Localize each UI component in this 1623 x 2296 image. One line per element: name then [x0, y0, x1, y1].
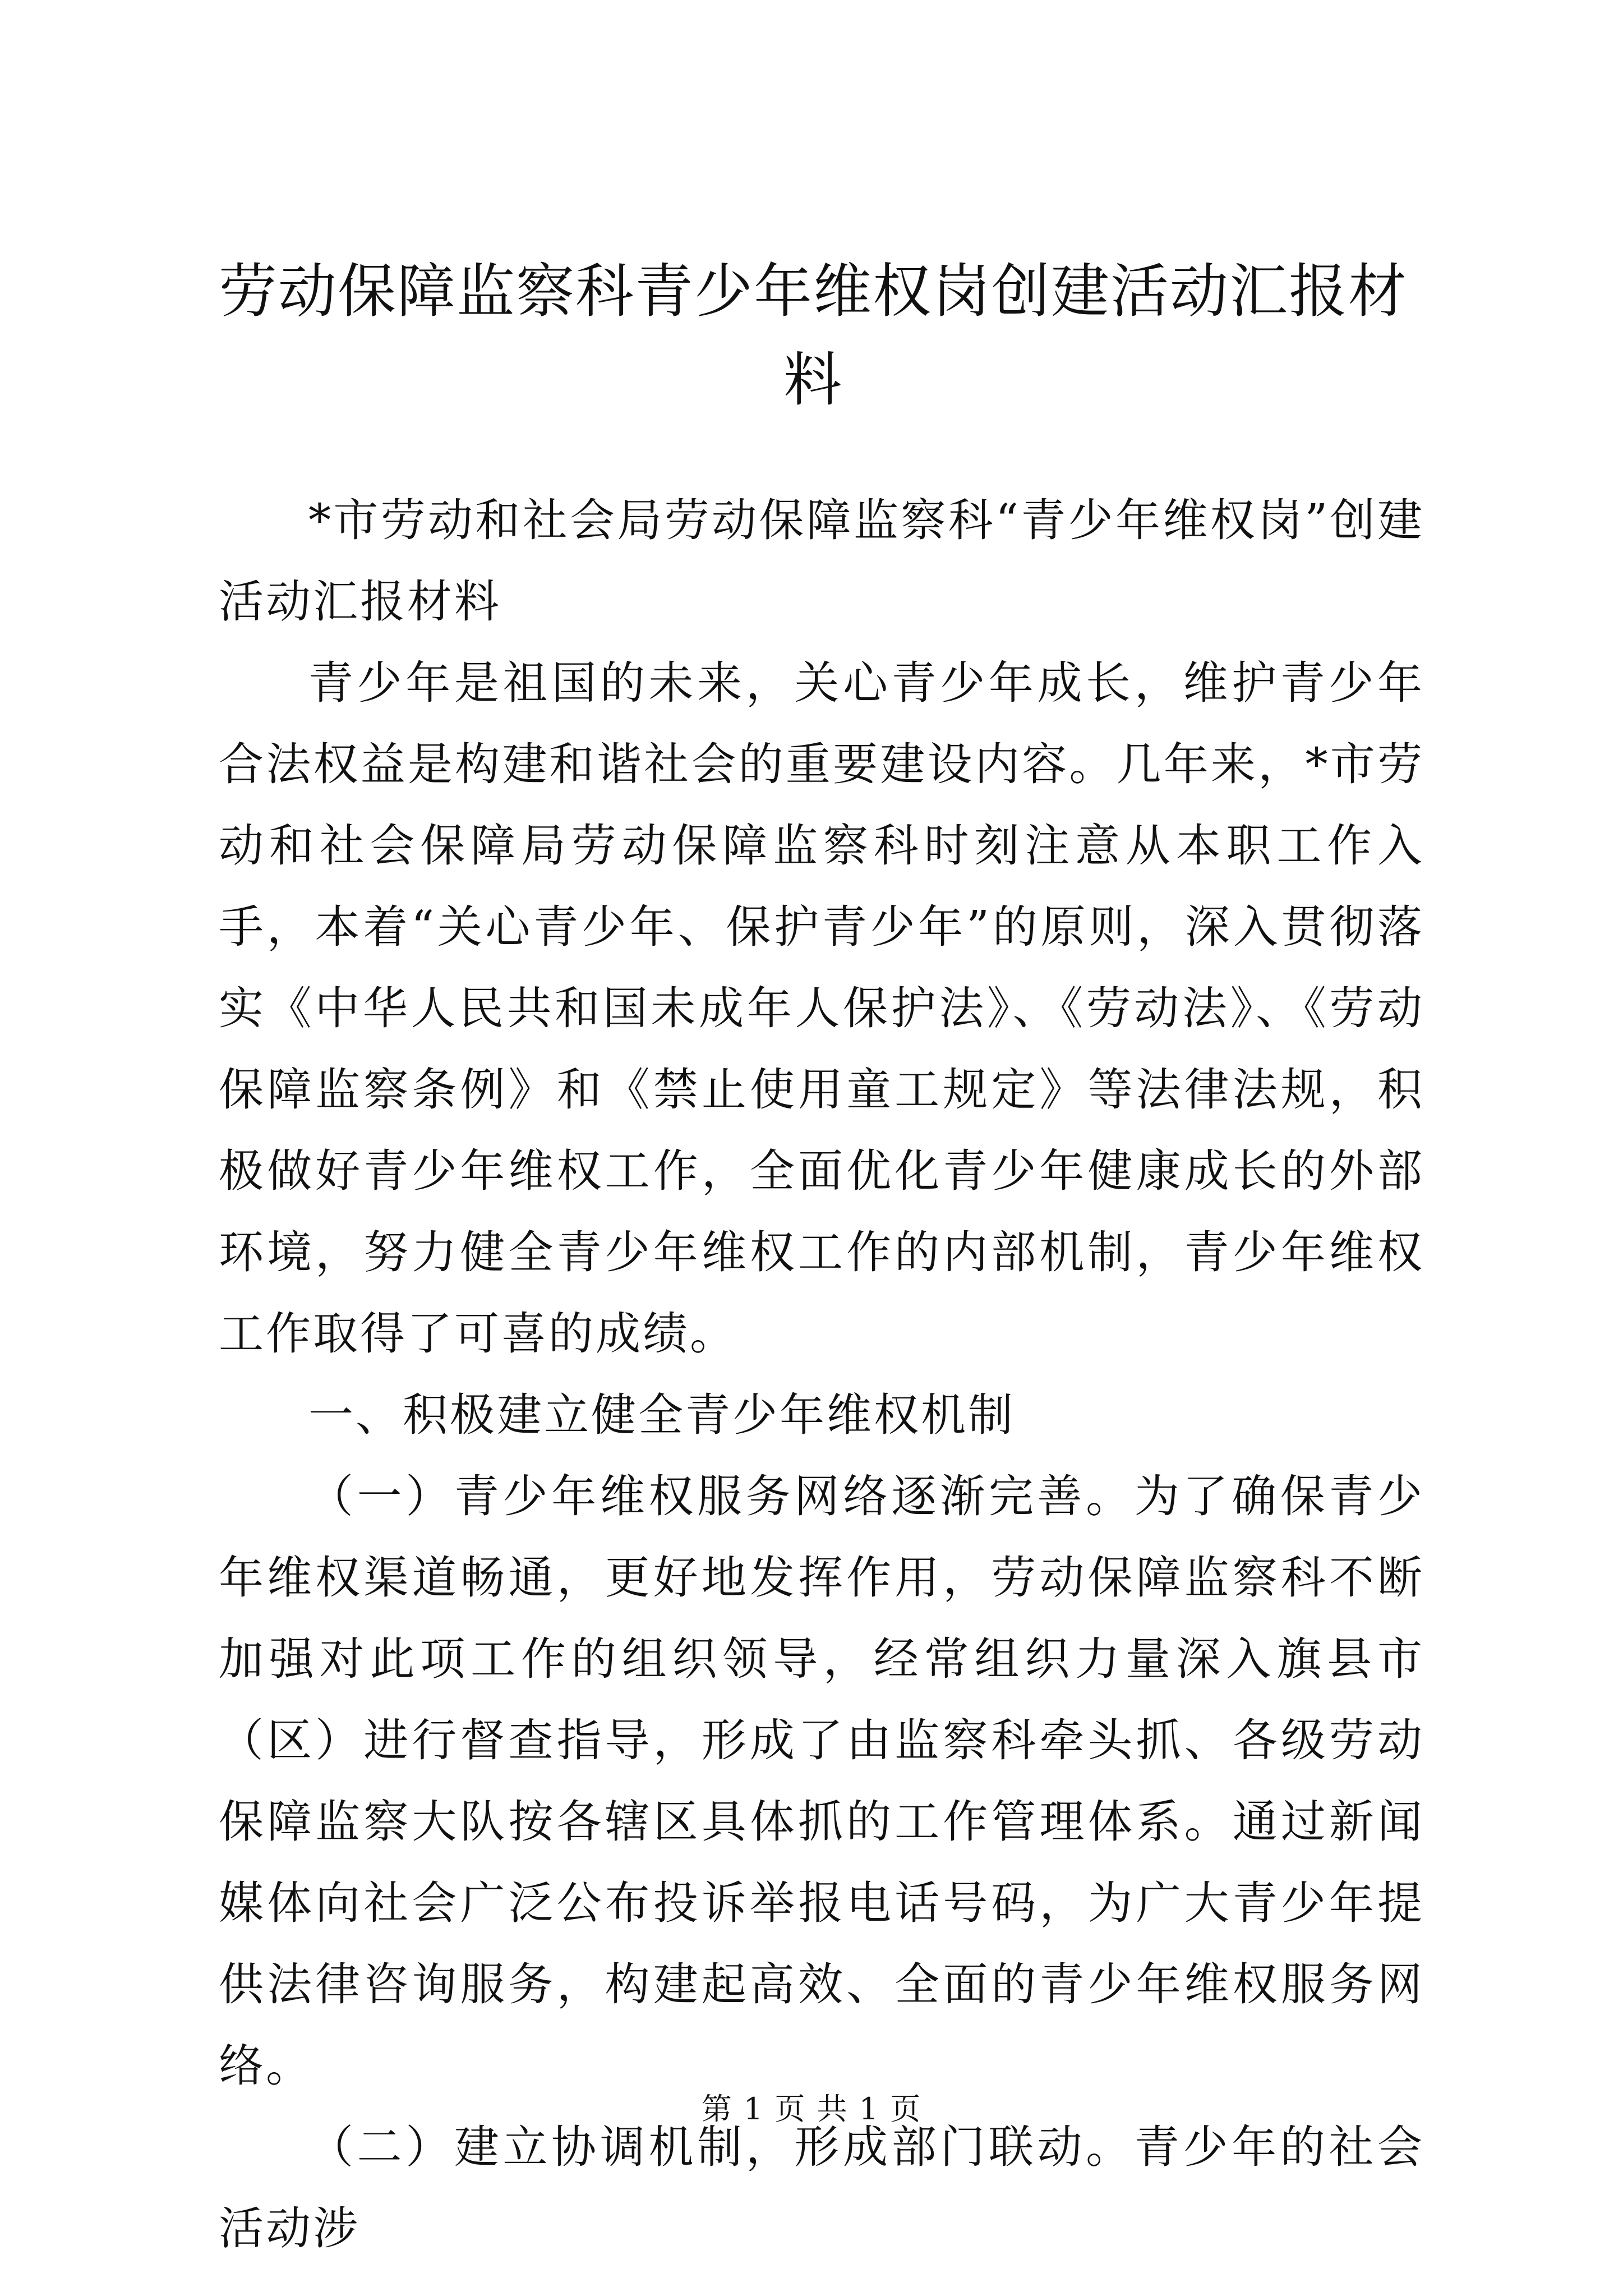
page-footer: 第 1 页 共 1 页 [701, 2091, 922, 2127]
document-title: 劳动保障监察科青少年维权岗创建活动汇报材料 [218, 257, 1408, 414]
paragraph-coordination: （二）建立协调机制，形成部门联动。青少年的社会活动涉 [219, 2121, 1424, 2254]
paragraph-intro: 青少年是祖国的未来，关心青少年成长，维护青少年合法权益是构建和谐社会的重要建设内容。几年来，*市劳动和社会保障局劳动保障监察科时刻注意从本职工作入手，本着“关心青少年、保护青少年”的原则，深入贯彻落实《中华人民共和国未成年人保护法》、《劳动法》、《劳动保障监察条例》和《禁止使用童工规定》等法律法规，积极做好青少年维权工作，全面优化青少年健康成长的外部环境，努力健全青少年维权工作的内部机制，青少年维权工作取得了可喜的成绩。 [219, 657, 1424, 1360]
document-subtitle: *市劳动和社会局劳动保障监察科“青少年维权岗”创建活动汇报材料 [219, 494, 1424, 628]
paragraph-service-network: （一）青少年维权服务网络逐渐完善。为了确保青少年维权渠道畅通，更好地发挥作用，劳动保障监察科不断加强对此项工作的组织领导，经常组织力量深入旗县市（区）进行督查指导，形成了由监察科牵头抓、各级劳动保障监察大队按各辖区具体抓的工作管理体系。通过新闻媒体向社会广泛公布投诉举报电话号码，为广大青少年提供法律咨询服务，构建起高效、全面的青少年维权服务网络。 [219, 1470, 1424, 2092]
document-body [219, 480, 1424, 2269]
section-heading: 一、积极建立健全青少年维权机制 [308, 1389, 1015, 1441]
